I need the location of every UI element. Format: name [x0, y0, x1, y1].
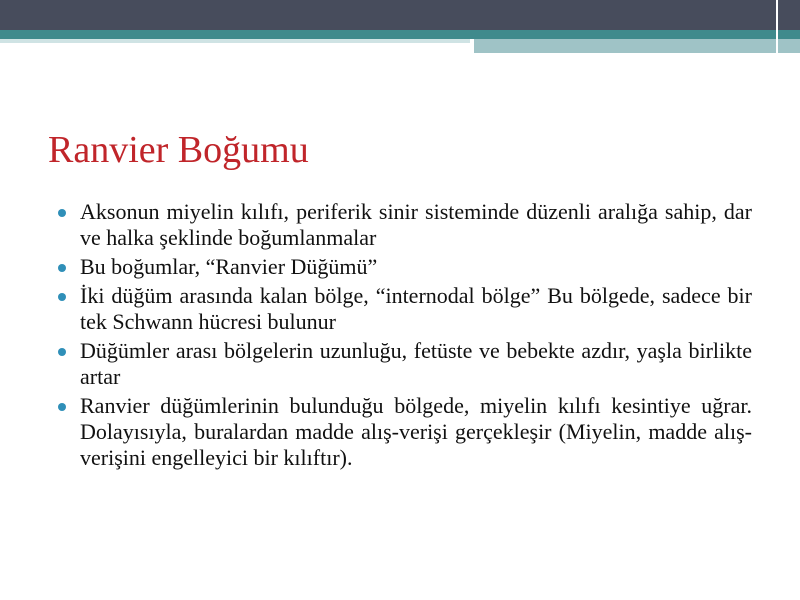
header-bar-accent — [0, 30, 776, 39]
bullet-item — [56, 283, 752, 335]
header-corner-dark — [778, 0, 800, 30]
bullet-text: Bu boğumlar, “Ranvier Düğümü” — [80, 254, 378, 279]
bullet-text: Ranvier düğümlerinin bulunduğu bölgede, miyelin kılıfı kesintiye uğrar. Dolayısıyla, buralardan madde alış-verişi gerçekleşir (Miyelin, madde alış-verişini engelleyici bir kılıftır). — [80, 393, 752, 470]
bullet-dot-icon — [58, 403, 66, 411]
bullet-dot-icon — [58, 209, 66, 217]
bullet-list — [56, 199, 752, 474]
bullet-dot-icon — [58, 264, 66, 272]
bullet-item — [56, 199, 752, 251]
bullet-item — [56, 254, 752, 280]
header-bar-dark — [0, 0, 776, 30]
header-bar-light — [0, 39, 470, 43]
bullet-item — [56, 393, 752, 471]
bullet-dot-icon — [58, 348, 66, 356]
slide-title: Ranvier Boğumu — [48, 129, 309, 171]
bullet-text: Aksonun miyelin kılıfı, periferik sinir sisteminde düzenli aralığa sahip, dar ve halka şeklinde boğumlanmalar — [80, 199, 752, 250]
header-corner-light — [778, 39, 800, 53]
bullet-item — [56, 338, 752, 390]
bullet-text: İki düğüm arasında kalan bölge, “internodal bölge” Bu bölgede, sadece bir tek Schwann hücresi bulunur — [80, 283, 752, 334]
bullet-dot-icon — [58, 293, 66, 301]
header-bar-light-right — [474, 39, 776, 53]
bullet-text: Düğümler arası bölgelerin uzunluğu, fetüste ve bebekte azdır, yaşla birlikte artar — [80, 338, 752, 389]
header-corner-accent — [778, 30, 800, 39]
